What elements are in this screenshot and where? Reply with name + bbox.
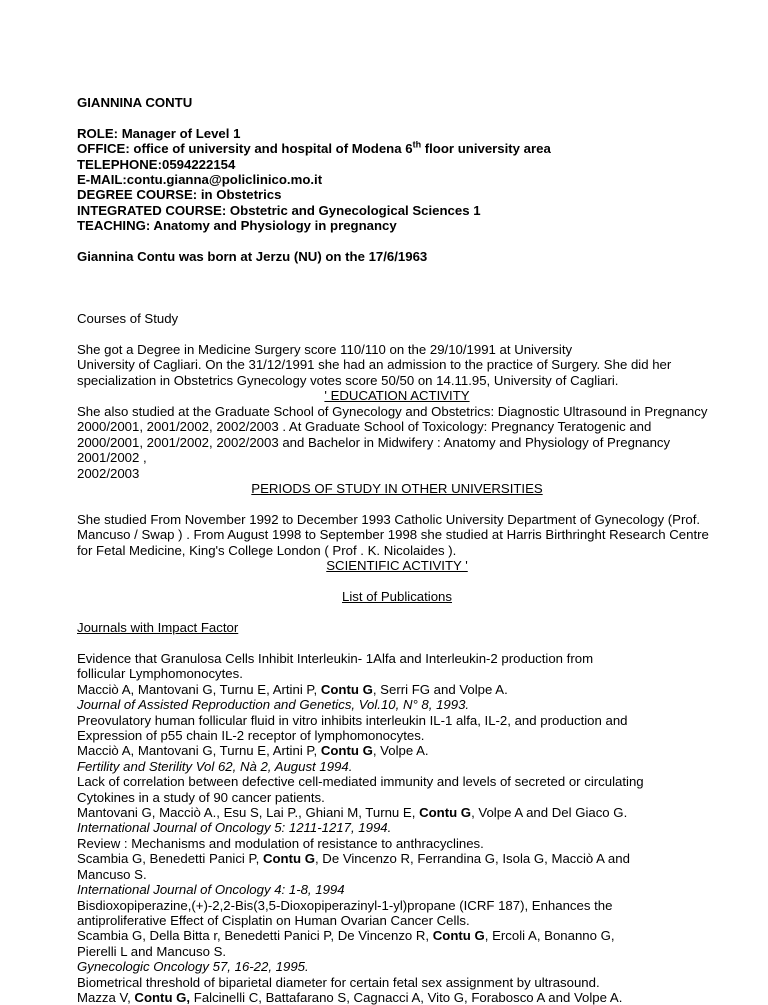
- education-line: 2000/2001, 2001/2002, 2002/2003 and Bachelor in Midwifery : Anatomy and Physiology of Pregnancy: [77, 434, 671, 450]
- education-heading: ' EDUCATION ACTIVITY: [324, 388, 470, 403]
- publication-journal: International Journal of Oncology 5: 1211-1217, 1994.: [77, 820, 392, 836]
- publication-authors-line: [77, 851, 717, 866]
- telephone-line: TELEPHONE:0594222154: [77, 157, 236, 172]
- education-line: 2002/2003: [77, 465, 140, 481]
- courses-heading: Courses of Study: [77, 311, 179, 326]
- author-highlight: Contu G,: [134, 989, 191, 1005]
- authors-text: Falcinelli C, Battafarano S, Cagnacci A, Vito G, Forabosco A and Volpe A.: [190, 989, 623, 1005]
- publication-title-line: Expression of p55 chain IL-2 receptor of lymphomonocytes.: [77, 728, 425, 744]
- courses-paragraph: [77, 342, 717, 388]
- publication-entry: [77, 774, 717, 836]
- degree-course-line: DEGREE COURSE: in Obstetrics: [77, 187, 282, 202]
- person-name: GIANNINA CONTU: [77, 95, 193, 110]
- publications-subheading: List of Publications: [342, 589, 452, 604]
- publication-title-line: Biometrical threshold of biparietal diameter for certain fetal sex assignment by ultrasound.: [77, 974, 600, 990]
- publication-entry: [77, 975, 717, 1005]
- authors-text: , Volpe A and Del Giaco G.: [471, 805, 628, 821]
- author-highlight: Contu G: [262, 851, 315, 867]
- publication-entry: [77, 713, 717, 775]
- periods-line: for Fetal Medicine, King's College London ( Prof . K. Nicolaides ).: [77, 542, 457, 558]
- courses-line: University of Cagliari. On the 31/12/1991 she had an admission to the practice of Surgery. She did her: [77, 357, 672, 373]
- authors-text: Scambia G, Della Bitta r, Benedetti Panici P, De Vincenzo R,: [77, 928, 433, 944]
- publication-authors-line: [77, 682, 717, 697]
- publication-title-line: Review : Mechanisms and modulation of resistance to anthracyclines.: [77, 835, 484, 851]
- publications-list: [77, 651, 717, 1005]
- author-highlight: Contu G: [419, 805, 472, 821]
- courses-line: specialization in Obstetrics Gynecology votes score 50/50 on 14.11.95, University of Cagliari.: [77, 372, 619, 388]
- email-line: E-MAIL:contu.gianna@policlinico.mo.it: [77, 172, 323, 187]
- education-paragraph: [77, 404, 717, 481]
- publication-journal: Fertility and Sterility Vol 62, Nà 2, August 1994.: [77, 758, 353, 774]
- publication-title-line: follicular Lymphomonocytes.: [77, 666, 243, 682]
- publication-journal: Journal of Assisted Reproduction and Genetics, Vol.10, N° 8, 1993.: [77, 697, 470, 713]
- education-line: She also studied at the Graduate School of Gynecology and Obstetrics: Diagnostic Ultrasound in Pregnancy: [77, 404, 708, 419]
- publication-authors-line: [77, 944, 717, 959]
- publication-journal: Gynecologic Oncology 57, 16-22, 1995.: [77, 959, 309, 975]
- publication-authors-line: [77, 928, 717, 943]
- journals-heading: Journals with Impact Factor: [77, 620, 239, 635]
- authors-text: Mancuso S.: [77, 866, 147, 882]
- publication-authors-line: [77, 743, 717, 758]
- authors-text: , Serri FG and Volpe A.: [372, 681, 508, 697]
- authors-text: Scambia G, Benedetti Panici P,: [77, 851, 263, 867]
- authors-text: , Ercoli A, Bonanno G,: [484, 928, 615, 944]
- periods-paragraph: [77, 512, 717, 558]
- integrated-course-line: INTEGRATED COURSE: Obstetric and Gynecological Sciences 1: [77, 203, 481, 218]
- authors-text: , De Vincenzo R, Ferrandina G, Isola G, Macciò A and: [314, 851, 630, 867]
- authors-text: Mantovani G, Macciò A., Esu S, Lai P., Ghiani M, Turnu E,: [77, 805, 420, 821]
- publication-title-line: Evidence that Granulosa Cells Inhibit Interleukin- 1Alfa and Interleukin-2 production from: [77, 651, 594, 666]
- authors-text: Pierelli L and Mancuso S.: [77, 943, 227, 959]
- publication-journal: International Journal of Oncology 4: 1-8, 1994: [77, 882, 345, 898]
- publication-entry: [77, 651, 717, 713]
- teaching-line: TEACHING: Anatomy and Physiology in pregnancy: [77, 218, 397, 233]
- publication-title-line: Lack of correlation between defective cell-mediated immunity and levels of secreted or circulating: [77, 774, 644, 790]
- office-text-end: floor university area: [421, 141, 551, 156]
- courses-line: She got a Degree in Medicine Surgery score 110/110 on the 29/10/1991 at University: [77, 342, 573, 357]
- authors-text: Macciò A, Mantovani G, Turnu E, Artini P,: [77, 681, 321, 697]
- publication-authors-line: [77, 805, 717, 820]
- publication-title-line: Preovulatory human follicular fluid in vitro inhibits interleukin IL-1 alfa, IL-2, and production and: [77, 712, 628, 728]
- author-highlight: Contu G: [320, 743, 373, 759]
- publication-title-line: antiproliferative Effect of Cisplatin on Human Ovarian Cancer Cells.: [77, 912, 470, 928]
- author-highlight: Contu G: [320, 681, 373, 697]
- publication-entry: [77, 898, 717, 975]
- office-superscript: th: [412, 139, 422, 150]
- birth-line: Giannina Contu was born at Jerzu (NU) on the 17/6/1963: [77, 249, 428, 264]
- role-line: ROLE: Manager of Level 1: [77, 126, 241, 141]
- periods-heading: PERIODS OF STUDY IN OTHER UNIVERSITIES: [251, 481, 543, 496]
- periods-line: She studied From November 1992 to December 1993 Catholic University Department of Gynecology (Prof.: [77, 512, 701, 527]
- periods-line: Mancuso / Swap ) . From August 1998 to September 1998 she studied at Harris Birthringht Research Centre: [77, 527, 709, 543]
- publication-authors-line: [77, 990, 717, 1005]
- publication-entry: [77, 836, 717, 898]
- authors-text: Macciò A, Mantovani G, Turnu E, Artini P,: [77, 743, 321, 759]
- publication-title-line: Cytokines in a study of 90 cancer patients.: [77, 789, 325, 805]
- publication-title-line: Bisdioxopiperazine,(+)-2,2-Bis(3,5-Dioxopiperazinyl-1-yl)propane (ICRF 187), Enhances the: [77, 897, 613, 913]
- publication-authors-line: [77, 867, 717, 882]
- education-line: 2000/2001, 2001/2002, 2002/2003 . At Graduate School of Toxicology: Pregnancy Teratogenic and: [77, 419, 652, 435]
- office-text: OFFICE: office of university and hospital of Modena 6: [77, 141, 413, 156]
- office-line: [77, 141, 717, 156]
- authors-text: Mazza V,: [77, 989, 135, 1005]
- author-highlight: Contu G: [432, 928, 485, 944]
- education-line: 2001/2002 ,: [77, 450, 147, 466]
- authors-text: , Volpe A.: [372, 743, 429, 759]
- scientific-heading: SCIENTIFIC ACTIVITY ': [326, 558, 468, 573]
